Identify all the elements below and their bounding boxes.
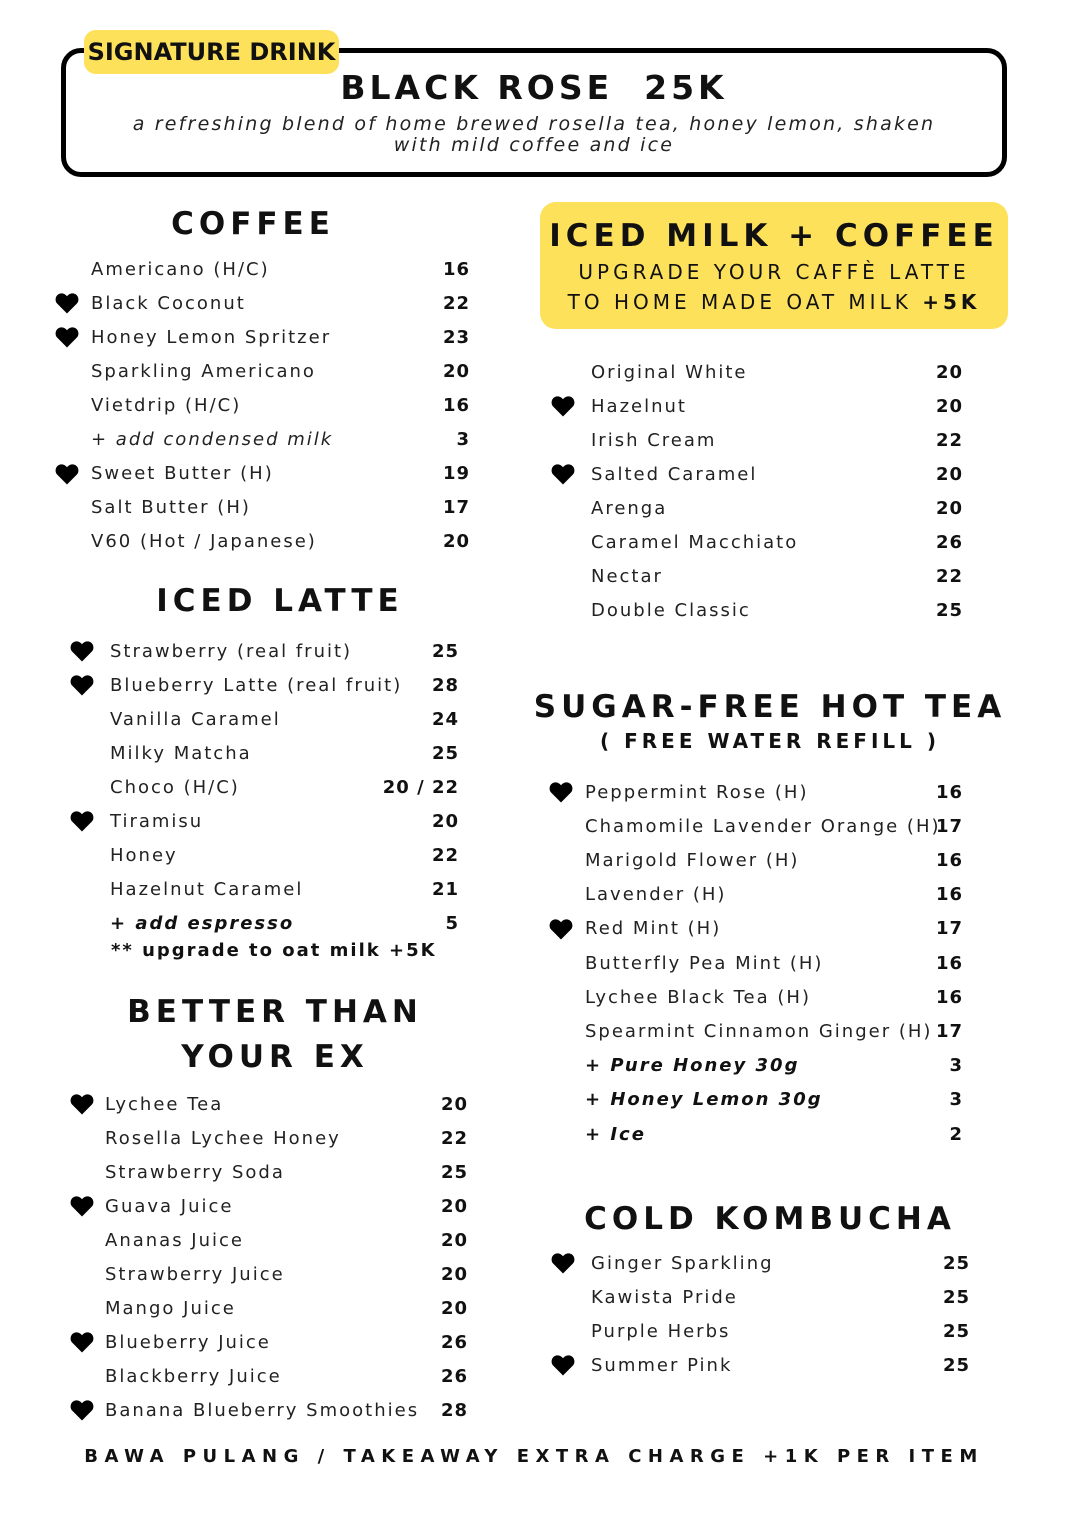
menu-item [91,390,470,420]
item-price: 20 [440,1195,468,1217]
menu-item [585,811,963,841]
coffee-title: COFFEE [171,206,335,242]
menu-item [591,357,963,387]
menu-item [105,1361,468,1391]
item-name: Red Mint (H) [585,918,722,940]
item-name: Choco (H/C) [110,776,240,798]
item-price: 22 [935,429,963,451]
heart-icon [551,1354,575,1376]
heart-icon [55,326,79,348]
menu-item [585,948,963,978]
menu-item [585,777,963,807]
item-name: + Honey Lemon 30g [585,1089,823,1111]
hot-tea-title: SUGAR-FREE HOT TEA [533,689,1007,725]
menu-item [91,527,470,557]
item-name: Blackberry Juice [105,1365,282,1387]
signature-desc-line2: with mild coffee and ice [393,134,675,156]
item-name: Summer Pink [591,1354,733,1376]
menu-item [105,1191,468,1221]
heart-icon [551,395,575,417]
menu-item [91,459,470,489]
better-title-line2: YOUR EX [181,1039,369,1075]
heart-icon [70,1195,94,1217]
item-name: Butterfly Pea Mint (H) [585,952,824,974]
item-name: Irish Cream [591,429,717,451]
menu-item [110,908,459,938]
item-name: Sparkling Americano [91,360,316,382]
item-name: V60 (Hot / Japanese) [91,531,317,553]
item-price: 16 [935,986,963,1008]
heart-icon [70,640,94,662]
item-price: 16 [442,394,470,416]
iced-milk-upcharge: +5K [922,290,981,314]
item-price: 20 [440,1229,468,1251]
menu-item [585,1051,963,1081]
item-name: Purple Herbs [591,1320,731,1342]
menu-item [110,704,459,734]
takeaway-note: BAWA PULANG / TAKEAWAY EXTRA CHARGE +1K PER ITEM [84,1446,984,1467]
item-price: 3 [949,1089,963,1111]
item-price: 20 [440,1263,468,1285]
item-name: Original White [591,361,748,383]
item-price: 5 [445,912,459,934]
item-name: Double Classic [591,599,751,621]
item-price: 16 [935,952,963,974]
item-price: 17 [935,1020,963,1042]
item-name: Salt Butter (H) [91,497,251,519]
menu-item [110,806,459,836]
menu-item [105,1259,468,1289]
signature-title: BLACK ROSE 25K [340,68,728,107]
heart-icon [549,918,573,940]
item-name: Americano (H/C) [91,258,270,280]
item-name: Sweet Butter (H) [91,463,274,485]
menu-item [91,254,470,284]
item-name: Marigold Flower (H) [585,849,800,871]
item-price: 20 [442,360,470,382]
item-name: Chamomile Lavender Orange (H) [585,815,941,837]
iced-milk-line1: UPGRADE YOUR CAFFÈ LATTE [578,260,970,284]
menu-item [105,1225,468,1255]
menu-item [591,595,963,625]
item-name: Ginger Sparkling [591,1252,774,1274]
menu-item [105,1157,468,1187]
item-price: 2 [949,1123,963,1145]
item-name: Rosella Lychee Honey [105,1127,341,1149]
item-name: Strawberry Juice [105,1263,285,1285]
item-price: 20 [442,531,470,553]
item-price: 22 [440,1127,468,1149]
item-name: Black Coconut [91,292,246,314]
menu-item [591,391,963,421]
item-name: Strawberry (real fruit) [110,640,353,662]
heart-icon [70,1093,94,1115]
item-name: Arenga [591,497,668,519]
item-name: Milky Matcha [110,742,252,764]
item-name: Mango Juice [105,1297,236,1319]
menu-item [585,880,963,910]
item-name: Blueberry Juice [105,1331,271,1353]
menu-item [91,425,470,455]
item-price: 21 [431,878,459,900]
item-name: + Pure Honey 30g [585,1055,800,1077]
item-name: Blueberry Latte (real fruit) [110,674,403,696]
item-price: 26 [935,531,963,553]
item-name: Banana Blueberry Smoothies [105,1399,420,1421]
hot-tea-subtitle: ( FREE WATER REFILL ) [600,729,940,753]
menu-item [91,322,470,352]
item-price: 25 [942,1320,970,1342]
item-name: Peppermint Rose (H) [585,781,809,803]
item-price: 20 / 22 [382,776,459,798]
item-price: 26 [440,1331,468,1353]
heart-icon [55,463,79,485]
item-name: Spearmint Cinnamon Ginger (H) [585,1020,933,1042]
menu-item [585,1085,963,1115]
heart-icon [55,292,79,314]
item-price: 26 [440,1365,468,1387]
menu-item [585,1016,963,1046]
menu-item [105,1089,468,1119]
menu-item [105,1123,468,1153]
item-price: 20 [935,463,963,485]
item-name: + add espresso [110,912,295,934]
signature-desc-line1: a refreshing blend of home brewed rosella tea, honey lemon, shaken [132,113,936,135]
item-name: Vietdrip (H/C) [91,394,242,416]
iced-latte-title: ICED LATTE [156,583,404,619]
item-price: 28 [431,674,459,696]
item-name: Hazelnut Caramel [110,878,304,900]
menu-item [585,914,963,944]
menu-item [591,1248,970,1278]
item-name: Salted Caramel [591,463,758,485]
heart-icon [549,781,573,803]
item-price: 20 [935,395,963,417]
item-name: Strawberry Soda [105,1161,285,1183]
menu-item [110,670,459,700]
item-price: 20 [935,361,963,383]
item-price: 16 [935,781,963,803]
item-name: Nectar [591,565,663,587]
item-price: 25 [440,1161,468,1183]
item-price: 25 [431,742,459,764]
menu-item [591,425,963,455]
menu-item [591,493,963,523]
item-name: Lychee Black Tea (H) [585,986,811,1008]
item-name: Ananas Juice [105,1229,244,1251]
item-price: 17 [442,497,470,519]
menu-item [105,1395,468,1425]
item-price: 17 [935,815,963,837]
item-price: 25 [942,1252,970,1274]
item-price: 25 [942,1286,970,1308]
item-price: 16 [935,849,963,871]
item-price: 3 [456,429,470,450]
menu-item [110,636,459,666]
item-price: 20 [440,1297,468,1319]
iced-milk-line2-text: TO HOME MADE OAT MILK [567,290,923,314]
item-price: 17 [935,918,963,940]
item-price: 24 [431,708,459,730]
item-price: 19 [442,463,470,485]
menu-item [585,982,963,1012]
menu-item [591,1350,970,1380]
menu-item [105,1293,468,1323]
heart-icon [70,674,94,696]
heart-icon [70,810,94,832]
item-name: Kawista Pride [591,1286,738,1308]
item-price: 25 [935,599,963,621]
item-price: 25 [431,640,459,662]
iced-milk-line2 [540,290,1008,314]
item-price: 20 [431,810,459,832]
item-name: Vanilla Caramel [110,708,281,730]
item-name: Tiramisu [110,810,204,832]
better-title-line1: BETTER THAN [127,994,423,1030]
item-price: 23 [442,326,470,348]
heart-icon [70,1331,94,1353]
item-name: Lychee Tea [105,1093,224,1115]
item-price: 20 [935,497,963,519]
menu-item [591,561,963,591]
signature-badge: SIGNATURE DRINK [84,30,339,74]
menu-item [105,1327,468,1357]
menu-item [110,772,459,802]
signature-description [110,114,958,156]
item-name: + add condensed milk [91,429,334,450]
item-name: Caramel Macchiato [591,531,799,553]
menu-item [585,845,963,875]
kombucha-title: COLD KOMBUCHA [584,1201,956,1237]
heart-icon [551,1252,575,1274]
item-name: Honey [110,844,178,866]
heart-icon [70,1399,94,1421]
menu-item [591,1282,970,1312]
item-price: 3 [949,1055,963,1077]
menu-item [591,459,963,489]
menu-item [110,738,459,768]
item-price: 20 [440,1093,468,1115]
item-name: Lavender (H) [585,884,727,906]
item-name: Guava Juice [105,1195,234,1217]
menu-item [585,1119,963,1149]
item-price: 25 [942,1354,970,1376]
menu-item [110,840,459,870]
menu-item [591,1316,970,1346]
oat-milk-note: ** upgrade to oat milk +5K [111,940,437,961]
item-price: 22 [935,565,963,587]
item-name: Hazelnut [591,395,687,417]
menu-item [91,288,470,318]
menu-item [110,874,459,904]
item-price: 22 [442,292,470,314]
item-name: Honey Lemon Spritzer [91,326,332,348]
item-price: 28 [440,1399,468,1421]
menu-item [91,356,470,386]
heart-icon [551,463,575,485]
item-price: 22 [431,844,459,866]
item-price: 16 [442,258,470,280]
item-name: + Ice [585,1123,646,1145]
menu-item [91,493,470,523]
item-price: 16 [935,884,963,906]
iced-milk-title: ICED MILK + COFFEE [549,218,999,254]
menu-item [591,527,963,557]
